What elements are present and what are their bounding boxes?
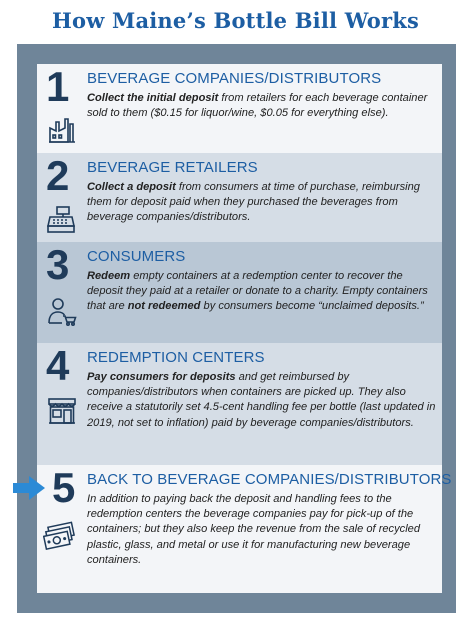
step-number: 1 bbox=[46, 63, 70, 110]
page-title: How Maine’s Bottle Bill Works bbox=[51, 8, 420, 33]
step-3-panel bbox=[37, 242, 442, 343]
step-description: Pay consumers for deposits and get reimbursed by companies/distributors when containers are picked up. They also receive a statutorily set 4.5-cent handling fee per bottle (last updated in 2019, not set to inflation) paid by beverage companies/distributors. bbox=[87, 371, 436, 429]
step-number: 3 bbox=[46, 241, 70, 288]
step-heading: BACK TO BEVERAGE COMPANIES/DISTRIBUTORS bbox=[87, 471, 452, 488]
money-icon bbox=[43, 521, 77, 551]
step-4-panel bbox=[37, 343, 442, 465]
storefront-icon bbox=[47, 395, 77, 425]
step-number: 4 bbox=[46, 342, 70, 389]
step-heading: CONSUMERS bbox=[87, 248, 186, 265]
factory-icon bbox=[47, 114, 77, 144]
step-number: 5 bbox=[52, 464, 76, 511]
step-description: Collect the initial deposit from retailers for each beverage container sold to them ($0.15 for liquor/wine, $0.05 for everything else). bbox=[87, 92, 428, 120]
arrow-right-icon bbox=[13, 476, 45, 500]
step-description: Collect a deposit from consumers at time of purchase, reimbursing them for deposit paid when they purchased the beverages from beverage companies/distributors. bbox=[87, 181, 420, 224]
step-1-panel bbox=[37, 64, 442, 153]
step-heading: BEVERAGE RETAILERS bbox=[87, 159, 258, 176]
cash-register-icon bbox=[46, 204, 76, 234]
step-2-panel bbox=[37, 153, 442, 242]
step-5-panel bbox=[37, 464, 452, 593]
step-heading: REDEMPTION CENTERS bbox=[87, 349, 265, 366]
step-heading: BEVERAGE COMPANIES/DISTRIBUTORS bbox=[87, 70, 382, 87]
step-description: In addition to paying back the deposit and handling fees to the redemption centers the beverage companies pay for pick-up of the containers; but they also keep the revenue from the sale of recycled plastic, glass, and metal or use it for manufacturing new beverage containers. bbox=[87, 493, 421, 566]
person-cart-icon bbox=[47, 296, 77, 326]
step-description: Redeem empty containers at a redemption center to recover the deposit they paid at a retailer or donate to a charity. Empty containers that are not redeemed by consumers become “unclaimed deposits.” bbox=[87, 270, 428, 313]
step-number: 2 bbox=[46, 152, 70, 199]
